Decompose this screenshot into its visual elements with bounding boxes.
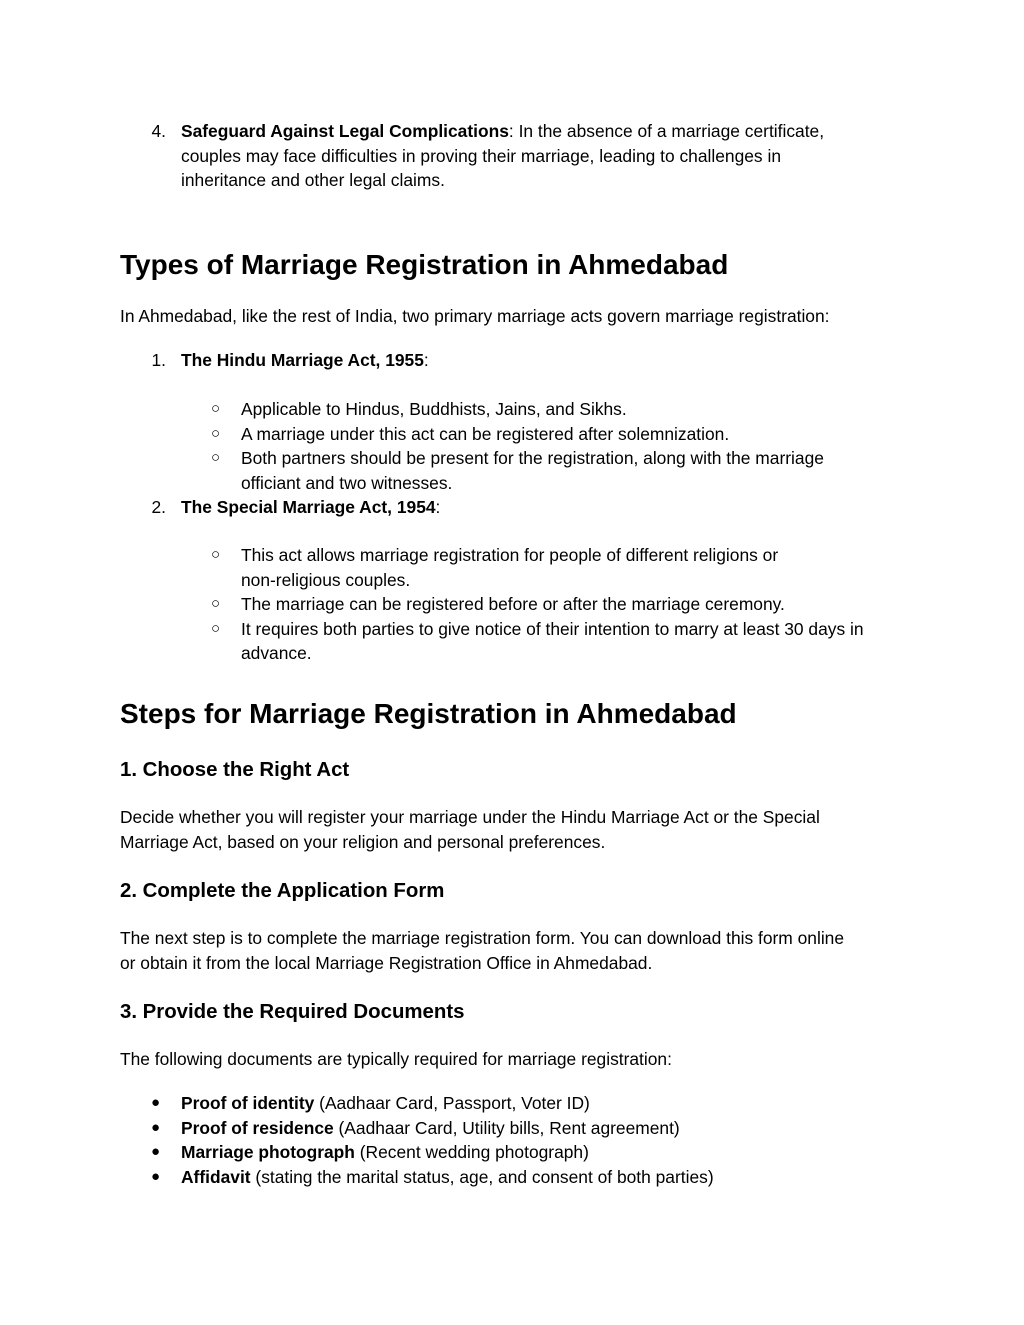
document-detail: (stating the marital status, age, and consent of both parties): [250, 1166, 714, 1187]
list-item-line: [181, 119, 824, 144]
document-detail: (Aadhaar Card, Passport, Voter ID): [314, 1093, 590, 1113]
list-item-text: : In the absence of a marriage certificate,: [508, 121, 825, 141]
document-item: [181, 1116, 680, 1141]
document-item: [181, 1091, 590, 1116]
document-label: Marriage photograph: [181, 1142, 355, 1162]
step-text: Decide whether you will register your marriage under the Hindu Marriage Act or the Special: [120, 807, 820, 827]
bullet-dot: ●: [151, 1143, 161, 1160]
document-detail: (Aadhaar Card, Utility bills, Rent agreement): [333, 1117, 680, 1138]
list-number: 1.: [151, 350, 166, 370]
circle-bullet: ○: [211, 619, 221, 637]
circle-bullet: ○: [211, 400, 221, 417]
list-item-line: couples may face difficulties in proving their marriage, leading to challenges in: [181, 145, 781, 166]
act-title: The Hindu Marriage Act, 1955: [181, 350, 424, 370]
step-heading: 3. Provide the Required Documents: [120, 1001, 465, 1023]
bullet-dot: ●: [151, 1094, 161, 1111]
document-item: [181, 1140, 589, 1165]
sub-point: The marriage can be registered before or after the marriage ceremony.: [241, 594, 785, 614]
step-heading: 1. Choose the Right Act: [120, 759, 350, 781]
list-number: 4.: [151, 121, 166, 141]
act-title: The Special Marriage Act, 1954: [181, 496, 436, 517]
step-text: or obtain it from the local Marriage Registration Office in Ahmedabad.: [120, 952, 653, 973]
sub-point: Both partners should be present for the registration, along with the marriage: [241, 448, 824, 468]
act-suffix: :: [423, 350, 429, 370]
sub-point: advance.: [241, 643, 312, 663]
list-item-title: Safeguard Against Legal Complications: [181, 121, 509, 141]
step-text: The following documents are typically required for marriage registration:: [120, 1049, 672, 1069]
sub-point: This act allows marriage registration for people of different religions or: [241, 545, 779, 565]
bullet-dot: ●: [151, 1118, 161, 1136]
circle-bullet: ○: [211, 449, 221, 466]
document-label: Proof of identity: [181, 1093, 315, 1113]
sub-point: officiant and two witnesses.: [241, 472, 453, 493]
document-item: [181, 1165, 714, 1190]
document-label: Affidavit: [181, 1166, 251, 1187]
list-number: 2.: [151, 496, 166, 517]
step-heading: 2. Complete the Application Form: [120, 880, 445, 902]
circle-bullet: ○: [211, 595, 221, 612]
sub-point: Applicable to Hindus, Buddhists, Jains, and Sikhs.: [241, 399, 627, 419]
sub-point: non-religious couples.: [241, 569, 411, 590]
act-title-line: [181, 348, 429, 373]
types-heading: Types of Marriage Registration in Ahmedabad: [120, 249, 729, 280]
list-item-line: inheritance and other legal claims.: [181, 170, 445, 190]
act-title-line: [181, 495, 440, 520]
step-text: The next step is to complete the marriage registration form. You can download this form online: [120, 928, 845, 948]
sub-point: A marriage under this act can be registered after solemnization.: [241, 423, 730, 444]
sub-point: It requires both parties to give notice of their intention to marry at least 30 days in: [241, 618, 864, 639]
bullet-dot: ●: [151, 1167, 161, 1185]
circle-bullet: ○: [211, 424, 221, 442]
circle-bullet: ○: [211, 546, 221, 563]
step-text: Marriage Act, based on your religion and personal preferences.: [120, 831, 606, 852]
document-detail: (Recent wedding photograph): [354, 1142, 589, 1162]
types-intro: In Ahmedabad, like the rest of India, two primary marriage acts govern marriage registration:: [120, 306, 830, 326]
document-label: Proof of residence: [181, 1117, 334, 1138]
steps-heading: Steps for Marriage Registration in Ahmedabad: [120, 698, 737, 729]
act-suffix: :: [435, 496, 441, 517]
